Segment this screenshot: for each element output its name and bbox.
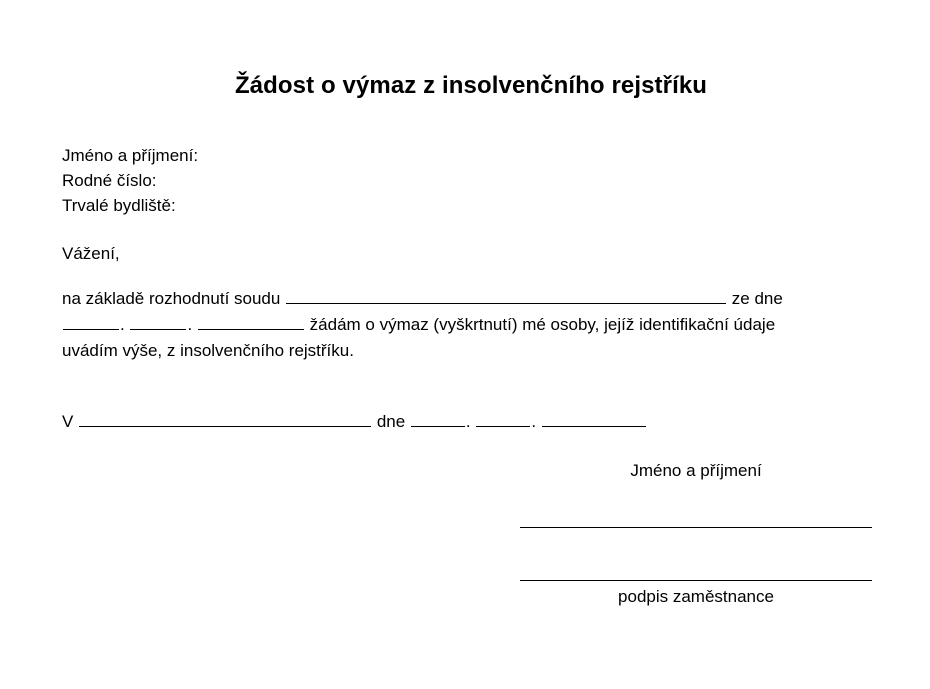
court-decision-blank[interactable] — [286, 287, 726, 304]
body-line-3: uvádím výše, z insolvenčního rejstříku. — [62, 341, 354, 360]
decision-year-blank[interactable] — [198, 313, 304, 330]
label-permanent-address: Trvalé bydliště: — [62, 196, 176, 215]
salutation: Vážení, — [62, 244, 120, 263]
place-date-line — [62, 409, 647, 435]
body-line-2 — [62, 312, 880, 338]
decision-month-blank[interactable] — [130, 313, 186, 330]
signature-rule-bottom[interactable] — [520, 580, 872, 581]
place-prefix: V — [62, 412, 74, 431]
signature-name-caption: Jméno a příjmení — [630, 461, 762, 480]
body-paragraph — [62, 286, 880, 364]
identification-block — [62, 143, 198, 218]
signature-rule-top[interactable] — [520, 527, 872, 528]
signing-day-blank[interactable] — [411, 410, 465, 427]
body-line-2-text: žádám o výmaz (vyškrtnutí) mé osoby, jejíž identifikační údaje — [309, 315, 776, 334]
signing-date-separator-2: . — [531, 412, 537, 431]
page-title: Žádost o výmaz z insolvenčního rejstříku — [234, 72, 708, 99]
signature-employee-caption: podpis zaměstnance — [618, 587, 774, 606]
place-blank[interactable] — [79, 410, 371, 427]
decision-day-blank[interactable] — [63, 313, 119, 330]
decision-date-separator-1: . — [120, 315, 125, 334]
label-birth-number: Rodné číslo: — [62, 171, 157, 190]
date-word: dne — [376, 412, 406, 431]
signing-year-blank[interactable] — [542, 410, 646, 427]
signature-block — [520, 458, 872, 609]
body-line-1-text-before: na základě rozhodnutí soudu — [62, 289, 281, 308]
decision-date-separator-2: . — [187, 315, 193, 334]
signing-month-blank[interactable] — [476, 410, 530, 427]
signing-date-separator-1: . — [465, 412, 471, 431]
label-full-name: Jméno a příjmení: — [62, 146, 199, 165]
body-line-1-text-after: ze dne — [731, 289, 783, 308]
body-line-1 — [62, 286, 880, 312]
